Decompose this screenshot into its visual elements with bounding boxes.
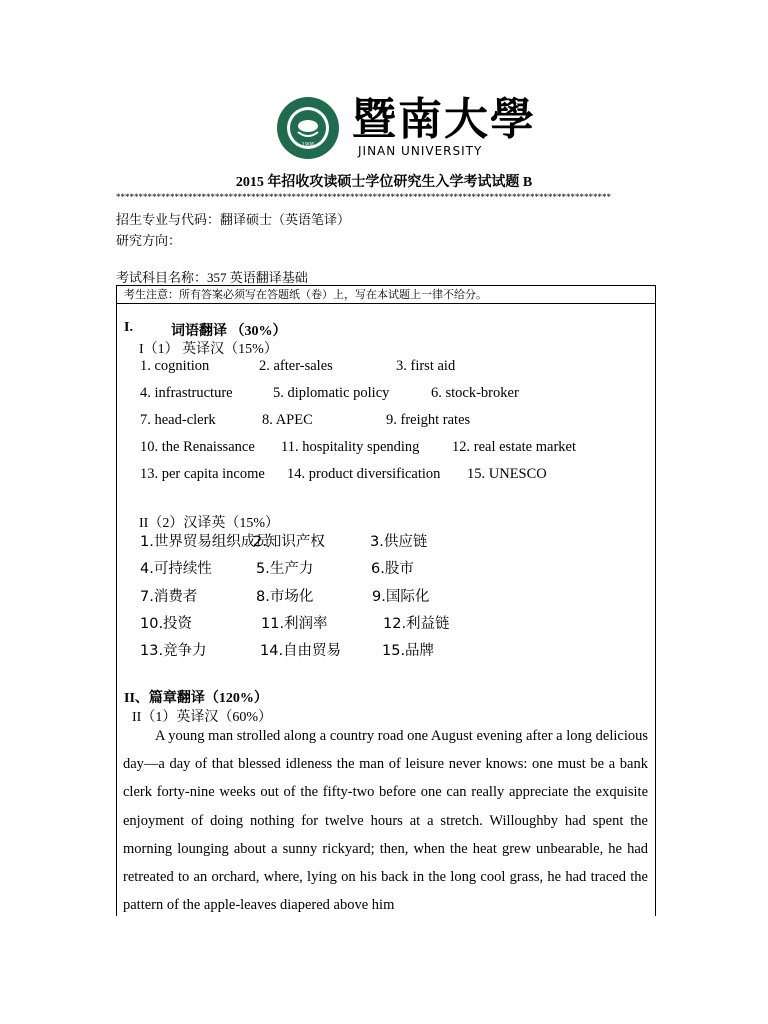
term-en: 15. UNESCO (467, 466, 547, 482)
university-seal-icon (276, 96, 340, 160)
term-cn: 9.国际化 (372, 589, 430, 605)
term-en: 3. first aid (396, 358, 456, 374)
term-cn: 11.利润率 (261, 616, 328, 632)
exam-title: 2015 年招收攻读硕士学位研究生入学考试试题 B (235, 175, 533, 190)
term-en: 13. per capita income (140, 466, 265, 482)
exam-content-box (116, 285, 656, 916)
term-cn: 7.消费者 (140, 589, 198, 605)
term-en: 10. the Renaissance (140, 439, 255, 455)
term-cn: 8.市场化 (256, 589, 314, 605)
term-cn: 5.生产力 (256, 561, 314, 577)
term-en: 5. diplomatic policy (273, 385, 390, 401)
term-en: 1. cognition (140, 358, 210, 374)
term-cn: 3.供应链 (370, 534, 428, 550)
term-en: 4. infrastructure (140, 385, 233, 401)
term-cn: 10.投资 (140, 616, 193, 632)
seal-year: 1906 (301, 142, 315, 148)
term-cn: 15.品牌 (382, 643, 435, 659)
term-cn: 1.世界贸易组织成员 (140, 534, 270, 550)
university-logo (276, 94, 536, 160)
divider-line: ************************************************************************************************************** (116, 192, 611, 202)
term-cn: 12.利益链 (383, 616, 450, 632)
university-name-en: JINAN UNIVERSITY (358, 144, 483, 158)
instruction-note: 考生注意：所有答案必须写在答题纸（卷）上，写在本试题上一律不给分。 (117, 286, 655, 304)
university-name-cn: 暨南大學 (352, 94, 536, 145)
term-en: 6. stock-broker (431, 385, 519, 401)
section1-heading: 词语翻译 （30%） (171, 324, 287, 339)
direction-line: 研究方向： (116, 233, 182, 248)
section1-number: I. (124, 320, 133, 335)
term-en: 11. hospitality spending (281, 439, 420, 455)
section2-heading: II、篇章翻译（120%） (124, 691, 268, 706)
section1-sub2-label: II（2）汉译英（15%） (139, 516, 279, 531)
section2-sub1-label: II（1）英译汉（60%） (132, 710, 272, 725)
term-en: 2. after-sales (259, 358, 333, 374)
term-en: 8. APEC (262, 412, 313, 428)
term-en: 7. head-clerk (140, 412, 216, 428)
subject-line: 招生专业与代码：翻译硕士（英语笔译） (116, 212, 351, 227)
term-en: 9. freight rates (386, 412, 471, 428)
term-cn: 2.知识产权 (253, 534, 325, 550)
section1-sub1-label: I（1） 英译汉（15%） (139, 342, 278, 357)
term-cn: 6.股市 (371, 561, 414, 577)
term-cn: 13.竞争力 (140, 643, 207, 659)
term-cn: 14.自由贸易 (260, 643, 342, 659)
term-en: 12. real estate market (452, 439, 576, 455)
term-en: 14. product diversification (287, 466, 441, 482)
term-cn: 4.可持续性 (140, 561, 212, 577)
source-passage (123, 722, 648, 919)
exam-subject-line: 考试科目名称：357 英语翻译基础 (116, 270, 308, 285)
passage-text: A young man strolled along a country road one August evening after a long delicious day—a day of that blessed idleness the man of leisure never knows: one must be a bank clerk forty-nine weeks out of the fifty-two before one can really appreciate the exquisite enjoyment of doing nothing for twelve hours at a stretch. Willoughby had spent the morning lounging about a sunny rickyard; then, when the heat grew unbearable, he had retreated to an orchard, where, lying on his back in the long cool grass, he had traced the pattern of the apple-leaves diapered above him (123, 728, 648, 914)
